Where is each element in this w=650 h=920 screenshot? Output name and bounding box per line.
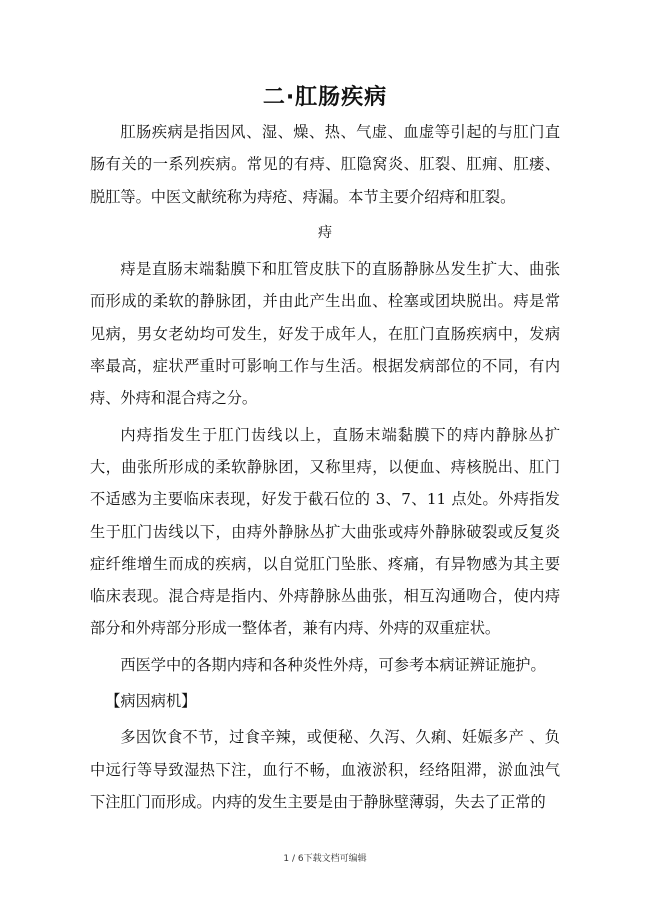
- page-footer: 1 / 6下载文档可编辑: [283, 854, 367, 864]
- paragraph-types: 内痔指发生于肛门齿线以上，直肠末端黏膜下的痔内静脉丛扩大，曲张所形成的柔软静脉团，又称里痔，以便血、痔核脱出、肛门不适感为主要临床表现，好发于截石位的 3、7、11 点处。外痔指发生于肛门齿线以下，由痔外静脉丛扩大曲张或痔外静脉破裂或反复炎症纤维增生而成的疾病，以自觉肛门坠胀、疼痛，有异物感为其主要临床表现。混合痔是指内、外痔静脉丛曲张，相互沟通吻合，使内痔部分和外痔部分形成一整体者，兼有内痔、外痔的双重症状。: [90, 425, 560, 638]
- intro-paragraph: 肛肠疾病是指因风、湿、燥、热、气虚、血虚等引起的与肛门直肠有关的一系列疾病。常见的有痔、肛隐窝炎、肛裂、肛痈、肛瘘、脱肛等。中医文献统称为痔疮、痔漏。本节主要介绍痔和肛裂。: [90, 123, 560, 206]
- page-title: 二·肛肠疾病: [262, 85, 388, 110]
- etiology-paragraph: 多因饮食不节，过食辛辣，或便秘、久泻、久痢、妊娠多产 、负中远行等导致湿热下注，血行不畅，血液淤积，经络阻滞，淤血浊气下注肛门而形成。内痔的发生主要是由于静脉壁薄弱，失去了正常的: [90, 728, 560, 811]
- section-subheading: 痔: [318, 224, 332, 241]
- document-body: [90, 116, 560, 822]
- etiology-heading: 【病因病机】: [105, 692, 197, 711]
- paragraph-definition: 痔是直肠末端黏膜下和肛管皮肤下的直肠静脉丛发生扩大、曲张而形成的柔软的静脉团，并由此产生出血、栓塞或团块脱出。痔是常见病，男女老幼均可发生，好发于成年人，在肛门直肠疾病中，发病率最高，症状严重时可影响工作与生活。根据发病部位的不同，有内痔、外痔和混合痔之分。: [90, 260, 560, 408]
- paragraph-reference: 西医学中的各期内痔和各种炎性外痔，可参考本病证辨证施护。: [120, 655, 546, 674]
